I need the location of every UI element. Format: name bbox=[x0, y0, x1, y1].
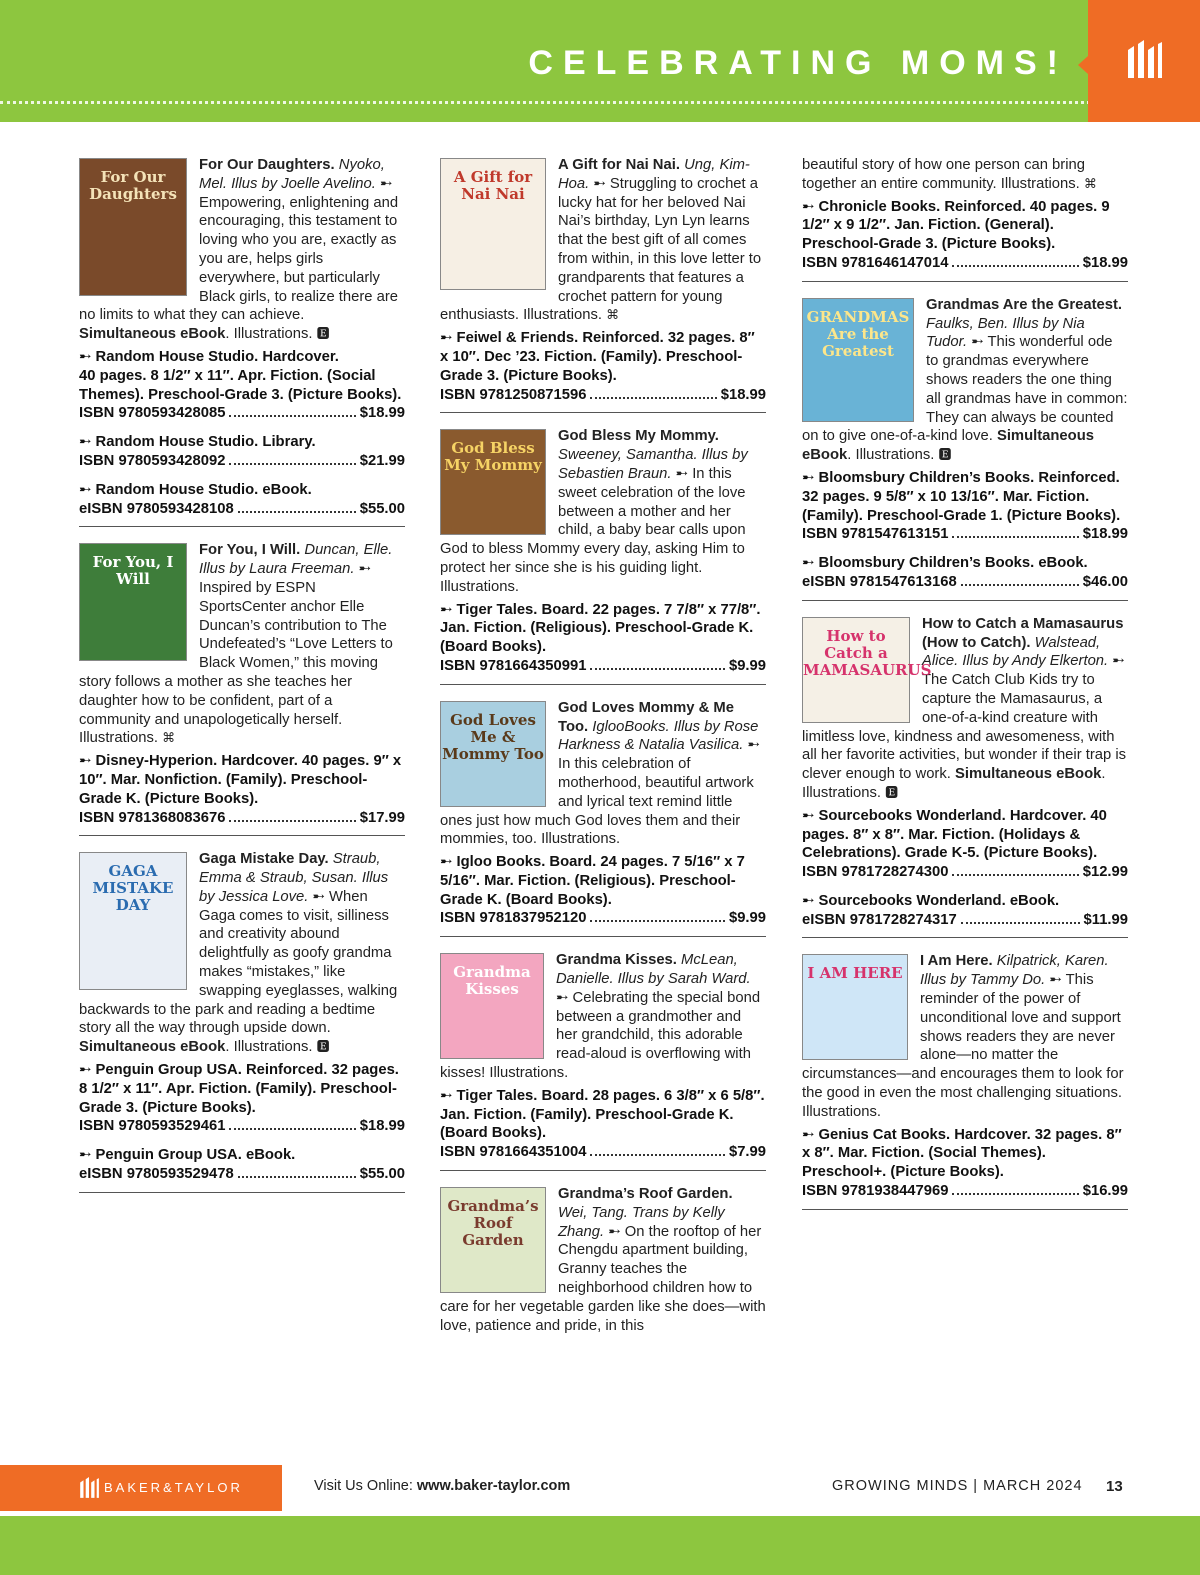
dotted-rule bbox=[0, 101, 1090, 104]
dot-leader bbox=[229, 1128, 355, 1130]
format-text: Igloo Books. Board. 24 pages. 7 5/16″ x 7 5/16″. Mar. Fiction. (Religious). Preschool-Grade K. (Board Books). bbox=[440, 854, 745, 908]
format-icon: 🅴 bbox=[938, 447, 952, 463]
book-entry bbox=[440, 156, 766, 413]
isbn-price-row bbox=[79, 1165, 405, 1184]
isbn-price-row bbox=[802, 573, 1128, 592]
book-cover[interactable] bbox=[440, 953, 544, 1059]
arrow-icon: ➸ bbox=[79, 753, 92, 770]
price: $16.99 bbox=[1082, 1183, 1128, 1200]
isbn-price-row bbox=[440, 909, 766, 928]
format-details bbox=[802, 892, 1128, 911]
ebook-note: Simultaneous eBook bbox=[79, 1039, 226, 1056]
format-details bbox=[79, 367, 405, 405]
isbn: ISBN 9781646147014 bbox=[802, 254, 949, 271]
book-entry bbox=[79, 850, 405, 1193]
price: $18.99 bbox=[1082, 526, 1128, 543]
price: $55.00 bbox=[359, 1166, 405, 1183]
isbn-price-row bbox=[440, 386, 766, 405]
tab-notch bbox=[1078, 56, 1088, 74]
footer-brand-block bbox=[0, 1465, 282, 1511]
book-cover[interactable] bbox=[440, 429, 546, 535]
arrow-icon: ➸ bbox=[1049, 972, 1062, 989]
arrow-icon: ➸ bbox=[312, 888, 325, 905]
book-description-block bbox=[79, 541, 405, 748]
format-listing bbox=[802, 892, 1128, 930]
isbn: ISBN 9781547613151 bbox=[802, 526, 949, 543]
format-text: Genius Cat Books. Hardcover. 32 pages. 8″ x 8″. Mar. Fiction. (Social Themes). Preschool+. (Picture Books). bbox=[802, 1126, 1122, 1181]
book-description-block bbox=[79, 156, 405, 344]
isbn: ISBN 9781664350991 bbox=[440, 657, 587, 674]
book-summary: This wonderful ode to grandmas everywhere shows readers the one thing all grandmas have in common: They can always be counted on to give one-of-a-kind love. bbox=[802, 334, 1128, 445]
format-text: Random House Studio. Library. bbox=[95, 434, 316, 451]
illustrations-note: . Illustrations. bbox=[225, 1039, 313, 1056]
brand-tab bbox=[1088, 0, 1200, 122]
format-listing bbox=[802, 807, 1128, 882]
book-author: IglooBooks. Illus by Rose Harkness & Natalia Vasilica. bbox=[558, 718, 759, 754]
book-description-block bbox=[802, 952, 1128, 1121]
dot-leader bbox=[229, 820, 355, 822]
format-details bbox=[79, 481, 405, 500]
price: $12.99 bbox=[1082, 864, 1128, 881]
book-author: Faulks, Ben. Illus by Nia Tudor. bbox=[926, 315, 1085, 351]
format-details bbox=[802, 1126, 1128, 1182]
arrow-icon: ➸ bbox=[79, 1062, 92, 1079]
book-cover[interactable] bbox=[79, 852, 187, 990]
format-listing bbox=[79, 1061, 405, 1136]
format-details bbox=[440, 853, 766, 909]
book-entry bbox=[802, 952, 1128, 1209]
section-title: CELEBRATING MOMS! bbox=[528, 44, 1068, 82]
book-title: Gaga Mistake Day. bbox=[199, 851, 329, 868]
book-summary: Celebrating the special bond between a grandmother and her grandchild, this adorable read-aloud is overflowing with kisses! Illustrations. bbox=[440, 989, 761, 1082]
isbn: ISBN 9781938447969 bbox=[802, 1183, 949, 1200]
ebook-note: Simultaneous eBook bbox=[955, 766, 1102, 783]
book-cover-title: God Loves Me & Mommy Too bbox=[442, 710, 544, 763]
isbn: eISBN 9780593529478 bbox=[79, 1166, 234, 1183]
book-description-block bbox=[802, 156, 1128, 194]
price: $7.99 bbox=[728, 1144, 766, 1161]
price: $9.99 bbox=[728, 657, 766, 674]
price: $46.00 bbox=[1082, 573, 1128, 590]
book-cover-title: For Our Daughters bbox=[89, 168, 177, 203]
format-text: Tiger Tales. Board. 28 pages. 6 3/8″ x 6 5/8″. Jan. Fiction. (Family). Preschool-Grade K. (Board Books). bbox=[440, 1087, 765, 1142]
format-listing bbox=[802, 1126, 1128, 1201]
illustrations-note: . Illustrations. bbox=[225, 326, 313, 343]
dot-leader bbox=[590, 397, 716, 399]
book-description-block bbox=[802, 296, 1128, 465]
book-author: Wei, Tang. Trans by Kelly Zhang. bbox=[558, 1204, 725, 1240]
illustrations-note: . Illustrations. bbox=[802, 766, 1106, 801]
book-cover-title: How to Catch a MAMASAURUS bbox=[803, 626, 932, 679]
dot-leader bbox=[952, 265, 1078, 267]
arrow-icon: ➸ bbox=[593, 175, 606, 192]
format-text: Random House Studio. Hardcover. bbox=[95, 348, 339, 365]
isbn: ISBN 9780593428085 bbox=[79, 405, 226, 422]
isbn-price-row bbox=[79, 404, 405, 423]
book-summary: Empowering, enlightening and encouraging, this testament to loving who you are, exactly as you are, helps girls everywhere, but particularly Black girls, to realize there are no limits to what they can achieve. bbox=[79, 194, 399, 324]
book-cover-title: God Bless My Mommy bbox=[444, 439, 542, 475]
dot-leader bbox=[952, 536, 1078, 538]
format-listing bbox=[79, 752, 405, 827]
book-cover-title: A Gift for Nai Nai bbox=[453, 168, 533, 203]
book-cover-title: For You, I Will bbox=[92, 553, 174, 589]
book-entry bbox=[802, 156, 1128, 282]
arrow-icon: ➸ bbox=[79, 434, 92, 451]
book-summary: beautiful story of how one person can bring together an entire community. Illustrations. bbox=[802, 157, 1085, 192]
isbn-price-row bbox=[802, 863, 1128, 882]
format-icon: ⌘ bbox=[1083, 175, 1097, 191]
book-description-block bbox=[440, 951, 766, 1083]
book-summary: Inspired by ESPN SportsCenter anchor Elle Duncan’s contribution to The Undefeated’s “Love Letters to Black Women,” this moving story follows a mother as she teaches her daughter how to be confident, part of a community and unapologetically herself. Illustrations. bbox=[79, 579, 393, 747]
dot-leader bbox=[961, 922, 1080, 924]
page-number: 13 bbox=[1106, 1478, 1123, 1495]
isbn-price-row bbox=[802, 1182, 1128, 1201]
book-author: Duncan, Elle. Illus by Laura Freeman. bbox=[199, 542, 393, 578]
book-title: How to Catch a Mamasaurus (How to Catch). bbox=[922, 615, 1124, 651]
dot-leader bbox=[961, 584, 1079, 586]
format-details bbox=[79, 433, 405, 452]
book-title: A Gift for Nai Nai. bbox=[558, 157, 680, 173]
dot-leader bbox=[952, 1193, 1078, 1195]
format-listing bbox=[802, 554, 1128, 592]
isbn: ISBN 9781368083676 bbox=[79, 809, 226, 826]
format-text: Sourcebooks Wonderland. Hardcover. 40 pages. 8″ x 8″. Mar. Fiction. (Holidays & Celebrations). Grade K-5. (Picture Books). bbox=[802, 807, 1107, 862]
book-description-block bbox=[440, 427, 766, 596]
dot-leader bbox=[229, 415, 355, 417]
isbn: eISBN 9781547613168 bbox=[802, 573, 957, 590]
isbn-price-row bbox=[802, 911, 1128, 930]
page-footer bbox=[0, 1465, 1200, 1511]
baker-taylor-logo-icon bbox=[78, 1475, 100, 1501]
format-listing bbox=[440, 1087, 766, 1162]
arrow-icon: ➸ bbox=[802, 807, 815, 824]
arrow-icon: ➸ bbox=[802, 469, 815, 486]
arrow-icon: ➸ bbox=[79, 481, 92, 498]
arrow-icon: ➸ bbox=[802, 555, 815, 572]
isbn-price-row bbox=[802, 525, 1128, 544]
isbn: ISBN 9781837952120 bbox=[440, 910, 587, 927]
footer-visit-label: Visit Us Online: bbox=[314, 1478, 413, 1494]
format-details bbox=[440, 1087, 766, 1143]
book-author: Straub, Emma & Straub, Susan. Illus by Jessica Love. bbox=[199, 851, 389, 905]
footer-website-link[interactable]: www.baker-taylor.com bbox=[416, 1478, 571, 1494]
format-listing bbox=[79, 1146, 405, 1184]
isbn-price-row bbox=[79, 452, 405, 471]
format-text: Penguin Group USA. eBook. bbox=[95, 1147, 296, 1164]
isbn-price-row bbox=[79, 500, 405, 519]
format-text: Bloomsbury Children’s Books. Reinforced. 32 pages. 9 5/8″ x 10 13/16″. Mar. Fiction. (Family). Preschool-Grade 1. (Picture Books). bbox=[802, 469, 1121, 524]
book-entry bbox=[440, 951, 766, 1171]
dot-leader bbox=[238, 511, 356, 513]
book-author: Kilpatrick, Karen. Illus by Tammy Do. bbox=[920, 953, 1109, 989]
book-entry bbox=[802, 615, 1128, 939]
format-details bbox=[802, 469, 1128, 525]
arrow-icon: ➸ bbox=[79, 1147, 92, 1164]
arrow-icon: ➸ bbox=[79, 348, 92, 365]
price: $11.99 bbox=[1083, 911, 1128, 928]
book-summary: Struggling to crochet a lucky hat for her beloved Nai Nai’s birthday, Lyn Lyn learns that the best gift of all comes from within, in this love letter to grandparents that features a crochet pattern for young enthusiasts. Illustrations. bbox=[440, 175, 762, 324]
book-author: Ung, Kim-Hoa. bbox=[558, 157, 750, 192]
arrow-icon: ➸ bbox=[1112, 653, 1125, 670]
book-cover[interactable] bbox=[79, 543, 187, 661]
book-description-block bbox=[440, 1185, 766, 1335]
format-listing bbox=[802, 198, 1128, 273]
price: $9.99 bbox=[728, 910, 766, 927]
book-entry bbox=[79, 156, 405, 527]
book-cover[interactable] bbox=[802, 954, 908, 1060]
book-title: Grandmas Are the Greatest. bbox=[926, 296, 1122, 313]
arrow-icon: ➸ bbox=[556, 989, 569, 1006]
isbn: ISBN 9781250871596 bbox=[440, 386, 587, 403]
arrow-icon: ➸ bbox=[802, 1126, 815, 1143]
book-description-block bbox=[440, 156, 766, 325]
book-entry bbox=[802, 296, 1128, 601]
arrow-icon: ➸ bbox=[675, 465, 689, 482]
arrow-icon: ➸ bbox=[440, 1087, 453, 1104]
isbn-price-row bbox=[79, 1117, 405, 1136]
dot-leader bbox=[590, 920, 725, 922]
format-details bbox=[440, 329, 766, 385]
price: $55.00 bbox=[359, 500, 405, 517]
format-text: Chronicle Books. Reinforced. 40 pages. 9 1/2″ x 9 1/2″. Jan. Fiction. (General). Preschool-Grade 3. (Picture Books). bbox=[802, 198, 1110, 253]
arrow-icon: ➸ bbox=[358, 561, 371, 578]
format-details bbox=[802, 198, 1128, 254]
dot-leader bbox=[238, 1176, 356, 1178]
format-details bbox=[79, 348, 405, 367]
book-summary: This reminder of the power of unconditional love and support shows readers they are never alone—no matter the circumstances—and encourages them to look for the good in even the most challenging situations. Illustrations. bbox=[802, 972, 1124, 1120]
book-summary: On the rooftop of her Chengdu apartment building, Granny teaches the neighborhood children how to care for her vegetable garden like she does—with love, patience and pride, in this bbox=[440, 1223, 766, 1334]
arrow-icon: ➸ bbox=[802, 198, 815, 215]
format-listing bbox=[79, 433, 405, 471]
book-summary: In this celebration of motherhood, beautiful artwork and lyrical text remind little ones just how much God loves them and their mommies, too. Illustrations. bbox=[440, 756, 754, 848]
format-text: Tiger Tales. Board. 22 pages. 7 7/8″ x 77/8″. Jan. Fiction. (Religious). Preschool-Grade K. (Board Books). bbox=[440, 601, 761, 656]
format-text: Bloomsbury Children’s Books. eBook. bbox=[818, 555, 1088, 572]
book-cover-title: Grandma’s Roof Garden bbox=[447, 1197, 539, 1250]
baker-taylor-logo-icon bbox=[1124, 38, 1164, 82]
book-title: God Bless My Mommy. bbox=[558, 428, 719, 445]
bottom-band bbox=[0, 1516, 1200, 1575]
book-summary: In this sweet celebration of the love between a mother and her child, a baby bear calls upon God to bless Mommy every day, asking Him to protect her since she is his guiding light. Illustrations. bbox=[440, 465, 746, 595]
book-title: I Am Here. bbox=[920, 953, 993, 970]
book-title: Grandma’s Roof Garden. bbox=[558, 1186, 733, 1203]
format-details bbox=[79, 752, 405, 808]
format-listing bbox=[440, 601, 766, 676]
format-text: Random House Studio. eBook. bbox=[95, 481, 312, 498]
format-text: Sourcebooks Wonderland. eBook. bbox=[818, 892, 1060, 909]
column-2 bbox=[440, 156, 766, 1357]
isbn-price-row bbox=[440, 657, 766, 676]
arrow-icon: ➸ bbox=[440, 330, 453, 347]
footer-brand-name: BAKER&TAYLOR bbox=[104, 1480, 243, 1495]
format-icon: ⌘ bbox=[606, 307, 620, 323]
book-cover-title: GRANDMAS Are the Greatest bbox=[806, 307, 910, 360]
format-icon: 🅴 bbox=[316, 1039, 330, 1055]
book-cover-title: GAGA MISTAKE DAY bbox=[92, 862, 174, 915]
format-details bbox=[802, 554, 1128, 573]
format-icon: ⌘ bbox=[162, 730, 176, 746]
price: $18.99 bbox=[720, 386, 766, 403]
isbn: eISBN 9780593428108 bbox=[79, 500, 234, 517]
dot-leader bbox=[952, 874, 1078, 876]
format-listing bbox=[440, 853, 766, 928]
price: $18.99 bbox=[359, 405, 405, 422]
book-cover[interactable] bbox=[802, 298, 914, 422]
isbn-price-row bbox=[440, 1143, 766, 1162]
isbn-price-row bbox=[79, 809, 405, 828]
book-author: Sweeney, Samantha. Illus by Sebastien Braun. bbox=[558, 447, 748, 482]
column-1 bbox=[79, 156, 405, 1207]
format-listing bbox=[79, 481, 405, 519]
book-author: McLean, Danielle. Illus by Sarah Ward. bbox=[556, 952, 751, 988]
book-description-block bbox=[79, 850, 405, 1057]
book-cover-title: Grandma Kisses bbox=[453, 963, 531, 999]
book-description-block bbox=[440, 699, 766, 849]
book-entry bbox=[440, 699, 766, 938]
page-header bbox=[0, 0, 1200, 122]
price: $21.99 bbox=[359, 452, 405, 469]
isbn: eISBN 9781728274317 bbox=[802, 911, 957, 928]
book-cover[interactable] bbox=[440, 1187, 546, 1293]
format-text: Feiwel & Friends. Reinforced. 32 pages. 8″ x 10″. Dec ’23. Fiction. (Family). Preschool-Grade 3. (Picture Books). bbox=[440, 330, 755, 384]
isbn: ISBN 9780593529461 bbox=[79, 1118, 226, 1135]
book-entry bbox=[440, 427, 766, 684]
book-author: Nyoko, Mel. Illus by Joelle Avelino. bbox=[199, 157, 385, 192]
price: $18.99 bbox=[359, 1118, 405, 1135]
column-3 bbox=[802, 156, 1128, 1224]
book-title: For Our Daughters. bbox=[199, 157, 335, 173]
format-text: 40 pages. 8 1/2″ x 11″. Apr. Fiction. (Social Themes). Preschool-Grade 3. (Picture Books). bbox=[79, 367, 402, 403]
dot-leader bbox=[590, 668, 725, 670]
book-entry bbox=[440, 1185, 766, 1343]
arrow-icon: ➸ bbox=[802, 892, 815, 909]
format-details bbox=[79, 1061, 405, 1117]
ebook-note: Simultaneous eBook bbox=[802, 428, 1094, 464]
dot-leader bbox=[590, 1154, 725, 1156]
book-cover[interactable] bbox=[440, 701, 546, 807]
format-details bbox=[440, 601, 766, 657]
format-icon: 🅴 bbox=[885, 784, 899, 800]
format-text: Disney-Hyperion. Hardcover. 40 pages. 9″ x 10″. Mar. Nonfiction. (Family). Preschool-Grade K. (Picture Books). bbox=[79, 753, 402, 807]
format-details bbox=[802, 807, 1128, 863]
book-cover[interactable] bbox=[79, 158, 187, 296]
format-listing bbox=[440, 329, 766, 404]
format-icon: 🅴 bbox=[316, 326, 330, 342]
isbn: ISBN 9780593428092 bbox=[79, 452, 226, 469]
arrow-icon: ➸ bbox=[608, 1223, 621, 1240]
book-title: For You, I Will. bbox=[199, 542, 301, 559]
book-cover[interactable] bbox=[440, 158, 546, 290]
isbn: ISBN 9781728274300 bbox=[802, 864, 949, 881]
illustrations-note: . Illustrations. bbox=[847, 447, 935, 464]
format-listing bbox=[79, 348, 405, 423]
arrow-icon: ➸ bbox=[440, 601, 453, 618]
price: $18.99 bbox=[1082, 254, 1128, 271]
isbn-price-row bbox=[802, 254, 1128, 273]
book-title: Grandma Kisses. bbox=[556, 952, 677, 969]
book-title: God Loves Mommy & Me Too. bbox=[558, 699, 734, 735]
book-description-block bbox=[802, 615, 1128, 803]
isbn: ISBN 9781664351004 bbox=[440, 1144, 587, 1161]
book-cover[interactable] bbox=[802, 617, 932, 723]
footer-visit bbox=[314, 1478, 570, 1494]
book-entry bbox=[79, 541, 405, 836]
ebook-note: Simultaneous eBook bbox=[79, 326, 226, 343]
book-summary: The Catch Club Kids try to capture the Mamasaurus, a one-of-a-kind creature with limitless love, kindness and awesomeness, with all her favorite activities, but wonder if their trap is clever enough to work. bbox=[802, 672, 1127, 783]
book-author: Walstead, Alice. Illus by Andy Elkerton. bbox=[922, 634, 1109, 670]
arrow-icon: ➸ bbox=[971, 334, 984, 351]
format-listing bbox=[802, 469, 1128, 544]
arrow-icon: ➸ bbox=[379, 175, 393, 192]
format-details bbox=[79, 1146, 405, 1165]
dot-leader bbox=[229, 463, 355, 465]
footer-magazine-issue: GROWING MINDS | MARCH 2024 bbox=[832, 1478, 1083, 1494]
book-summary: When Gaga comes to visit, silliness and creativity abound delightfully as goofy grandma makes “mistakes,” like swapping eyeglasses, walking backwards to the park and reading a bedtime story all the way through upside down. bbox=[79, 888, 398, 1037]
arrow-icon: ➸ bbox=[440, 854, 453, 871]
format-text: Penguin Group USA. Reinforced. 32 pages. 8 1/2″ x 11″. Apr. Fiction. (Family). Preschool-Grade 3. (Picture Books). bbox=[79, 1062, 399, 1116]
book-cover-title: I AM HERE bbox=[807, 964, 903, 983]
arrow-icon: ➸ bbox=[747, 737, 760, 754]
price: $17.99 bbox=[359, 809, 405, 826]
